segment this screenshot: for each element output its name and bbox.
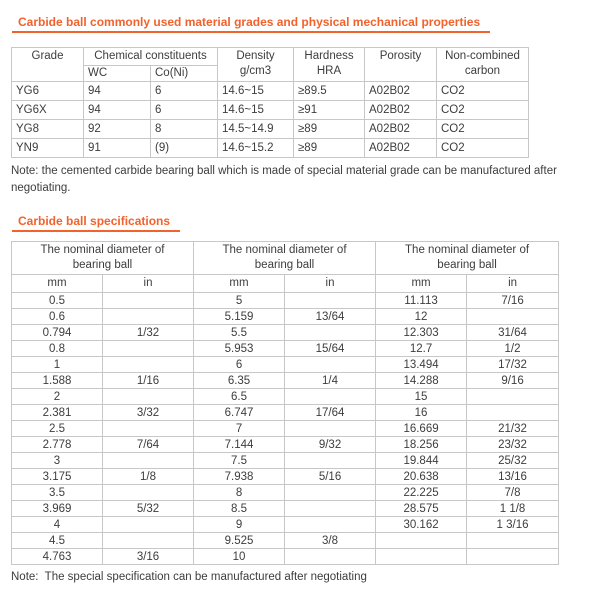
table-cell: CO2 [437, 82, 529, 101]
table-cell: A02B02 [365, 139, 437, 158]
table-cell: 17/32 [467, 357, 559, 373]
table-cell: 3 [12, 453, 103, 469]
table-cell [376, 549, 467, 565]
table-cell [285, 357, 376, 373]
table-cell: 8.5 [194, 501, 285, 517]
table-row [12, 453, 559, 469]
table-cell: A02B02 [365, 82, 437, 101]
unit-header-in-3: in [467, 275, 559, 293]
table-cell: 1/8 [103, 469, 194, 485]
table-cell: 8 [194, 485, 285, 501]
table-cell [103, 389, 194, 405]
table-cell: 10 [194, 549, 285, 565]
table-cell [103, 293, 194, 309]
table-cell: 17/64 [285, 405, 376, 421]
table-cell: 2.778 [12, 437, 103, 453]
table-row [12, 325, 559, 341]
unit-header-mm-3: mm [376, 275, 467, 293]
specs-unit-header-row [12, 275, 559, 293]
table-cell: 94 [84, 82, 151, 101]
table-cell: (9) [151, 139, 218, 158]
table-cell: 5/16 [285, 469, 376, 485]
table-cell [285, 293, 376, 309]
col-header-porosity: Porosity [365, 48, 437, 82]
table-cell: 19.844 [376, 453, 467, 469]
table-cell: 12.303 [376, 325, 467, 341]
table-cell: ≥89 [294, 120, 365, 139]
table-cell: 1 [12, 357, 103, 373]
group-header-2 [194, 242, 376, 275]
table-row [12, 469, 559, 485]
table-cell: YG8 [12, 120, 84, 139]
table-cell: 4.763 [12, 549, 103, 565]
table-cell [285, 389, 376, 405]
table-cell: 7 [194, 421, 285, 437]
table-row [12, 437, 559, 453]
table-cell: ≥91 [294, 101, 365, 120]
unit-header-in-1: in [103, 275, 194, 293]
col-header-density-line2: g/cm3 [239, 65, 272, 77]
table-cell [103, 533, 194, 549]
table-cell: 6.35 [194, 373, 285, 389]
table-row [12, 341, 559, 357]
materials-table [11, 47, 529, 158]
col-header-carbon-line2: carbon [464, 65, 501, 77]
table-cell: 9/32 [285, 437, 376, 453]
table-cell: ≥89.5 [294, 82, 365, 101]
table-cell: 1/32 [103, 325, 194, 341]
table-cell: 6 [194, 357, 285, 373]
table-cell: 14.5~14.9 [218, 120, 294, 139]
col-header-carbon-line1: Non-combined [445, 50, 520, 62]
table-cell: 6 [151, 101, 218, 120]
table-row [12, 139, 529, 158]
table-cell: 5 [194, 293, 285, 309]
group-header-2-line1: The nominal diameter of [222, 244, 347, 256]
specifications-note: Note: The special specification can be manufactured after negotiating [11, 571, 367, 583]
table-cell [467, 309, 559, 325]
table-cell: 7/64 [103, 437, 194, 453]
table-cell: 0.5 [12, 293, 103, 309]
table-cell: 25/32 [467, 453, 559, 469]
table-cell: 13/64 [285, 309, 376, 325]
col-header-density [218, 48, 294, 82]
table-cell: 16 [376, 405, 467, 421]
table-cell: 11.113 [376, 293, 467, 309]
section-title-materials: Carbide ball commonly used material grades and physical mechanical properties [12, 15, 490, 33]
table-cell [467, 389, 559, 405]
table-cell [467, 533, 559, 549]
table-cell: 94 [84, 101, 151, 120]
table-cell: 9 [194, 517, 285, 533]
table-cell [285, 549, 376, 565]
table-cell: 3.5 [12, 485, 103, 501]
group-header-1-line1: The nominal diameter of [40, 244, 165, 256]
table-cell: 1 1/8 [467, 501, 559, 517]
table-cell [376, 533, 467, 549]
table-cell: 1 3/16 [467, 517, 559, 533]
table-cell: 7.144 [194, 437, 285, 453]
table-cell: 92 [84, 120, 151, 139]
table-cell: 2.381 [12, 405, 103, 421]
table-cell: CO2 [437, 101, 529, 120]
table-row [12, 357, 559, 373]
table-cell: 18.256 [376, 437, 467, 453]
table-cell: 0.794 [12, 325, 103, 341]
materials-note: Note: the cemented carbide bearing ball which is made of special material grade can be manufactured after negotiating. [11, 165, 561, 194]
col-header-hardness-line2: HRA [316, 65, 342, 77]
unit-header-in-2: in [285, 275, 376, 293]
table-cell: A02B02 [365, 120, 437, 139]
spacer [10, 197, 590, 214]
table-cell: 5.953 [194, 341, 285, 357]
table-cell: 1/2 [467, 341, 559, 357]
table-cell: 6 [151, 82, 218, 101]
table-row [12, 421, 559, 437]
table-cell [285, 517, 376, 533]
col-header-grade: Grade [12, 48, 84, 82]
table-cell: 3/16 [103, 549, 194, 565]
table-cell: 14.6~15 [218, 82, 294, 101]
table-cell: 0.8 [12, 341, 103, 357]
table-cell: 15 [376, 389, 467, 405]
table-row [12, 120, 529, 139]
table-cell [103, 309, 194, 325]
table-cell: 1.588 [12, 373, 103, 389]
table-cell: 16.669 [376, 421, 467, 437]
table-cell: 28.575 [376, 501, 467, 517]
table-cell [103, 517, 194, 533]
table-cell [285, 325, 376, 341]
table-cell [103, 453, 194, 469]
table-cell: A02B02 [365, 101, 437, 120]
group-header-3-line1: The nominal diameter of [405, 244, 530, 256]
group-header-2-line2: bearing ball [254, 259, 315, 271]
table-cell: 13/16 [467, 469, 559, 485]
specs-group-header-row [12, 242, 559, 275]
table-cell: 21/32 [467, 421, 559, 437]
table-row [12, 405, 559, 421]
materials-header-row [12, 48, 529, 66]
table-cell: CO2 [437, 139, 529, 158]
table-cell: 14.6~15.2 [218, 139, 294, 158]
table-cell: YN9 [12, 139, 84, 158]
table-row [12, 517, 559, 533]
table-cell: 8 [151, 120, 218, 139]
table-cell: 5.159 [194, 309, 285, 325]
table-cell: 91 [84, 139, 151, 158]
table-row [12, 309, 559, 325]
table-cell: 3/32 [103, 405, 194, 421]
table-cell: 4 [12, 517, 103, 533]
table-row [12, 533, 559, 549]
unit-header-mm-1: mm [12, 275, 103, 293]
table-cell: 9.525 [194, 533, 285, 549]
specifications-table [11, 241, 559, 565]
table-cell [285, 453, 376, 469]
col-header-hardness [294, 48, 365, 82]
table-cell: 2 [12, 389, 103, 405]
table-cell: 23/32 [467, 437, 559, 453]
table-cell: YG6X [12, 101, 84, 120]
table-row [12, 293, 559, 309]
table-cell: 14.6~15 [218, 101, 294, 120]
table-cell: 31/64 [467, 325, 559, 341]
table-cell: 2.5 [12, 421, 103, 437]
table-cell: 12 [376, 309, 467, 325]
table-cell: 0.6 [12, 309, 103, 325]
table-cell: 6.747 [194, 405, 285, 421]
table-cell: 15/64 [285, 341, 376, 357]
table-cell: 22.225 [376, 485, 467, 501]
table-row [12, 501, 559, 517]
col-header-wc: WC [84, 66, 151, 82]
table-cell [285, 485, 376, 501]
table-cell: 14.288 [376, 373, 467, 389]
table-cell: ≥89 [294, 139, 365, 158]
table-row [12, 101, 529, 120]
table-cell: 3.969 [12, 501, 103, 517]
col-header-hardness-line1: Hardness [304, 50, 354, 62]
section-title-specifications: Carbide ball specifications [12, 214, 180, 232]
table-cell: 4.5 [12, 533, 103, 549]
col-header-non-combined-carbon [437, 48, 529, 82]
table-row [12, 82, 529, 101]
table-cell: CO2 [437, 120, 529, 139]
table-cell [285, 501, 376, 517]
table-row [12, 373, 559, 389]
table-cell: 3/8 [285, 533, 376, 549]
table-cell [103, 421, 194, 437]
group-header-1-line2: bearing ball [72, 259, 133, 271]
table-cell [103, 341, 194, 357]
table-cell: 7/16 [467, 293, 559, 309]
table-cell: 3.175 [12, 469, 103, 485]
table-cell: 7.5 [194, 453, 285, 469]
table-row [12, 549, 559, 565]
table-cell: 9/16 [467, 373, 559, 389]
table-cell: 12.7 [376, 341, 467, 357]
table-cell [467, 549, 559, 565]
table-cell: 1/4 [285, 373, 376, 389]
table-cell [103, 485, 194, 501]
table-cell: 5/32 [103, 501, 194, 517]
table-cell: 13.494 [376, 357, 467, 373]
table-cell: 30.162 [376, 517, 467, 533]
table-row [12, 389, 559, 405]
col-header-density-line1: Density [236, 50, 275, 62]
table-cell [103, 357, 194, 373]
table-row [12, 485, 559, 501]
table-cell: YG6 [12, 82, 84, 101]
table-cell: 5.5 [194, 325, 285, 341]
group-header-3 [376, 242, 559, 275]
table-cell: 20.638 [376, 469, 467, 485]
table-cell: 1/16 [103, 373, 194, 389]
group-header-3-line2: bearing ball [437, 259, 497, 271]
unit-header-mm-2: mm [194, 275, 285, 293]
table-cell [285, 421, 376, 437]
table-cell: 7/8 [467, 485, 559, 501]
col-header-chemical-constituents: Chemical constituents [84, 48, 218, 66]
table-cell [467, 405, 559, 421]
table-cell: 6.5 [194, 389, 285, 405]
group-header-1 [12, 242, 194, 275]
col-header-co-ni: Co(Ni) [151, 66, 218, 82]
table-cell: 7.938 [194, 469, 285, 485]
